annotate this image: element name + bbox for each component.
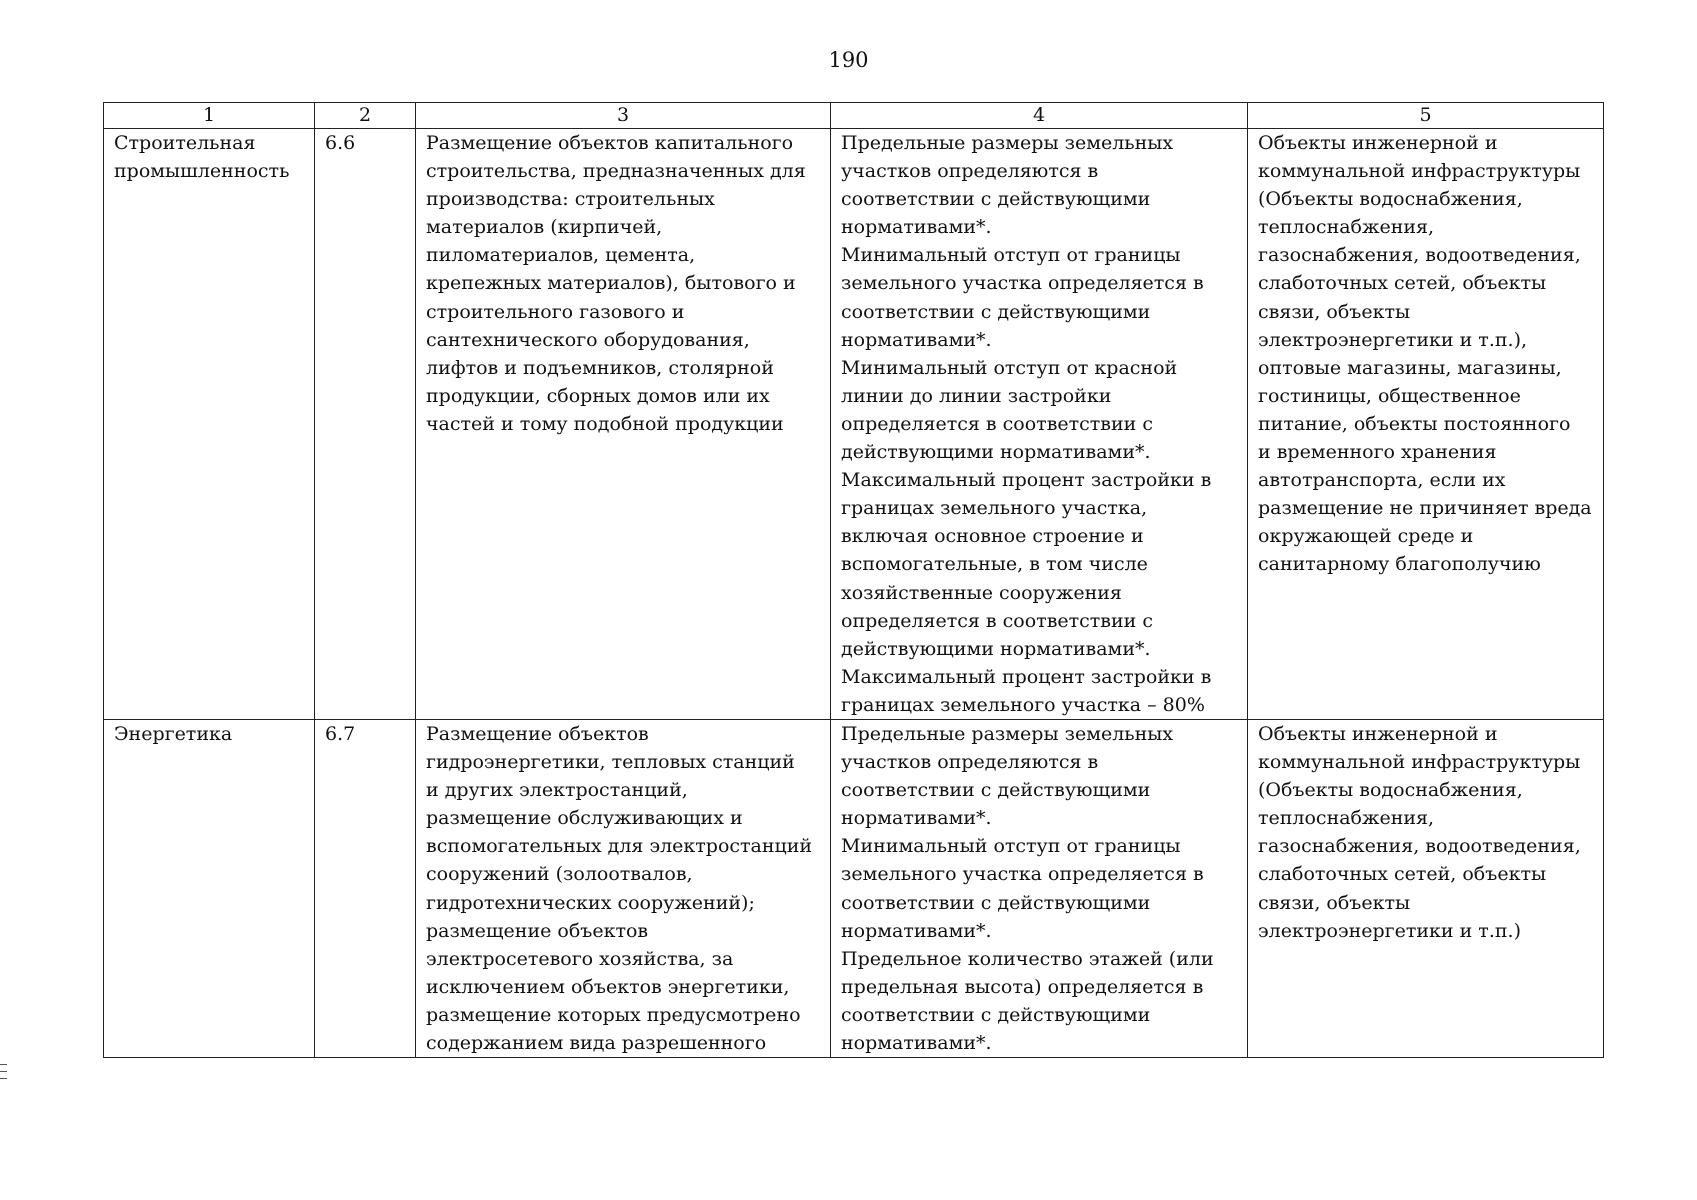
- column-header-4: 4: [831, 103, 1248, 129]
- auxiliary-uses: Объекты инженерной и коммунальной инфраструктуры (Объекты водоснабжения, теплоснабжения, газоснабжения, водоотведения, слаботочных сетей, объекты связи, объекты электроэнергетики и т.п.), оптовые магазины, магазины, гостиницы, общественное питание, объекты постоянного и временного хранения автотранспорта, если их размещение не причиняет вреда окружающей среде и санитарному благополучию: [1248, 129, 1604, 720]
- column-header-5: 5: [1248, 103, 1604, 129]
- table-header-row: [104, 103, 1604, 129]
- column-header-2: 2: [315, 103, 416, 129]
- land-use-description: Размещение объектов гидроэнергетики, тепловых станций и других электростанций, размещение обслуживающих и вспомогательных для электростанций сооружений (золоотвалов, гидротехнических сооружений); размещение объектов электросетевого хозяйства, за исключением объектов энергетики, размещение которых предусмотрено содержанием вида разрешенного: [416, 719, 831, 1057]
- zoning-regulations-table: [103, 102, 1604, 1058]
- land-use-description: Размещение объектов капитального строительства, предназначенных для производства: строительных материалов (кирпичей, пиломатериалов, цемента, крепежных материалов), бытового и строительного газового и сантехнического оборудования, лифтов и подъемников, столярной продукции, сборных домов или их частей и тому подобной продукции: [416, 129, 831, 720]
- column-header-3: 3: [416, 103, 831, 129]
- land-use-parameters: Предельные размеры земельных участков определяются в соответствии с действующими нормативами*. Минимальный отступ от границы земельного участка определяется в соответствии с действующими нормативами*. Минимальный отступ от красной линии до линии застройки определяется в соответствии с действующими нормативами*. Максимальный процент застройки в границах земельного участка, включая основное строение и вспомогательные, в том числе хозяйственные сооружения определяется в соответствии с действующими нормативами*. Максимальный процент застройки в границах земельного участка – 80%: [831, 129, 1248, 720]
- land-use-parameters: Предельные размеры земельных участков определяются в соответствии с действующими нормативами*. Минимальный отступ от границы земельного участка определяется в соответствии с действующими нормативами*. Предельное количество этажей (или предельная высота) определяется в соответствии с действующими нормативами*.: [831, 719, 1248, 1057]
- column-header-1: 1: [104, 103, 315, 129]
- page-number: 190: [828, 48, 869, 72]
- table-row: [104, 129, 1604, 720]
- binding-margin-marks: [0, 1064, 8, 1085]
- land-use-code: 6.6: [315, 129, 416, 720]
- land-use-name: Строительная промышленность: [104, 129, 315, 720]
- auxiliary-uses: Объекты инженерной и коммунальной инфраструктуры (Объекты водоснабжения, теплоснабжения, газоснабжения, водоотведения, слаботочных сетей, объекты связи, объекты электроэнергетики и т.п.): [1248, 719, 1604, 1057]
- table-row: [104, 719, 1604, 1057]
- land-use-code: 6.7: [315, 719, 416, 1057]
- land-use-name: Энергетика: [104, 719, 315, 1057]
